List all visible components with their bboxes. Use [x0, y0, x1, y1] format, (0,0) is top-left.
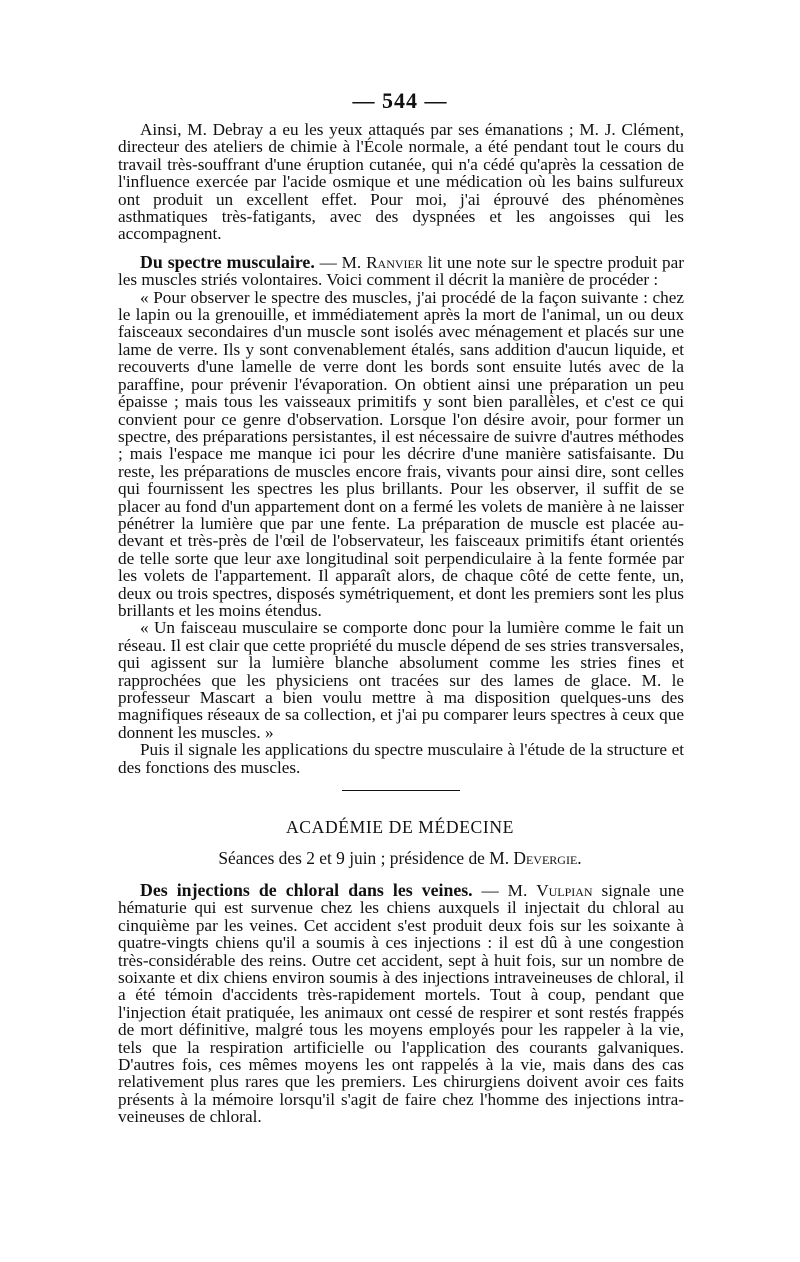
- paragraph-quote-method: « Pour observer le spectre des muscles, j'ai procédé de la façon suivante : chez le lapin ou la grenouille, et immédiatement après la mort de l'animal, un ou deux faisceaux secondaires d'un muscle sont isolés avec ménagement et placés sur une lame de verre. Ils y sont convenablement étalés, sans addition d'aucun liquide, et recouverts d'une lamelle de verre dont les bords sont ensuite lutés avec de la paraffine, pour prévenir l'évaporation. On obtient ainsi une préparation un peu épaisse ; mais tous les vaisseaux primitifs y sont bien parallèles, et c'est ce qui convient pour ce genre d'observation. Lorsque l'on désire avoir, pour former un spectre, des préparations persistantes, il est nécessaire de suivre d'autres méthodes ; mais l'espace me manque ici pour les décrire d'une manière satisfaisante. Du reste, les préparations de muscles encore frais, vivants pour ainsi dire, sont celles qui fournissent les spectres les plus brillants. Pour les observer, il suffit de se placer au fond d'un appartement dont on a fermé les volets de manière à ne laisser pénétrer la lumière que par une fente. La préparation de muscle est placée au-devant et très-près de l'œil de l'observateur, les faisceaux primitifs étant orientés de telle sorte que leur axe longitudinal soit perpendiculaire à la fente formée par les volets de l'appartement. Il apparaît alors, de chaque côté de cette fente, un, deux ou trois spectres, disposés symétriquement, et dont les premiers sont les plus brillants et les moins étendus.: [118, 287, 684, 620]
- heading-dash: — M.: [314, 252, 367, 272]
- article-heading-spectre: Du spectre musculaire.: [140, 251, 315, 272]
- paragraph-quote-reseau: « Un faisceau musculaire se comporte donc pour la lumière comme le fait un réseau. Il est clair que cette propriété du muscle dépend de ses stries transversales, qui agissent sur la lumière blanche absolument comme les stries fines et rapprochées que les physiciens ont tracées sur des lames de glace. M. le professeur Mascart a bien voulu mettre à ma disposition quelques-uns des magnifiques réseaux de sa collection, et j'ai pu comparer leurs spectres à ceux que donnent les muscles. »: [118, 618, 684, 742]
- paragraph-emanations: Ainsi, M. Debray a eu les yeux attaqués par ses émanations ; M. J. Clément, directeur des ateliers de chimie à l'École normale, a été pendant tout le cours du travail très-souffrant d'une éruption cutanée, qui n'a cédé qu'après la cessation de l'influence exercée par l'acide osmique et une médication où les bains sulfureux ont produit un excellent effet. Pour moi, j'ai éprouvé des phénomènes asthmatiques très-fatigants, avec des dyspnées et les angoisses qui les accompagnent.: [118, 120, 684, 244]
- session-prefix: Séances des 2 et 9 juin ; présidence de M.: [218, 848, 514, 868]
- author-vulpian: Vulpian: [536, 881, 593, 900]
- session-line: [0, 848, 800, 869]
- section-divider: [342, 790, 460, 791]
- session-suffix: .: [577, 848, 582, 868]
- paragraph-chloral: [118, 882, 684, 1126]
- spectre-intro-text: lit une note sur le spectre produit par les muscles striés volontaires. Voici comment il décrit la manière de procéder :: [118, 252, 685, 290]
- paragraph-spectre-intro: [118, 251, 685, 290]
- body-text-bottom: [118, 882, 684, 1126]
- heading-dash-2: — M.: [472, 881, 537, 900]
- author-ranvier: Ranvier: [366, 252, 423, 272]
- chloral-body-text: signale une hématurie qui est survenue chez les chiens auxquels il injectait du chloral au cinquième par les veines. Cet accident s'est produit deux fois sur les soixante à quatre-vingts chiens qu'il a soumis à ces injections : il est dû à une congestion très-considérable des reins. Outre cet accident, sept à huit fois, sur un nombre de soixante et dix chiens environ soumis à des injections intraveineuses de chloral, il a été témoin d'accidents très-rapidement mortels. Tout à coup, pendant que l'injection était pratiquée, les animaux ont cessé de respirer et sont restés frappés de mort définitive, malgré tous les moyens employés pour les rappeler à la vie, tels que la respiration artificielle ou l'application des courants galvaniques. D'autres fois, ces mêmes moyens les ont rappelés à la vie, mais dans des cas relativement plus rares que les premiers. Les chirurgiens doivent avoir ces faits présents à la mémoire lorsqu'il s'agit de faire chez l'homme des injections intra-veineuses de chloral.: [118, 881, 684, 1127]
- section-title: ACADÉMIE DE MÉDECINE: [286, 817, 514, 837]
- paragraph-applications: Puis il signale les applications du spectre musculaire à l'étude de la structure et des fonctions des muscles.: [118, 740, 684, 777]
- president-name: Devergie: [513, 848, 578, 868]
- body-text-top: [118, 121, 684, 776]
- page-number: — 544 —: [352, 88, 448, 113]
- article-heading-chloral: Des injections de chloral dans les veines.: [140, 880, 473, 900]
